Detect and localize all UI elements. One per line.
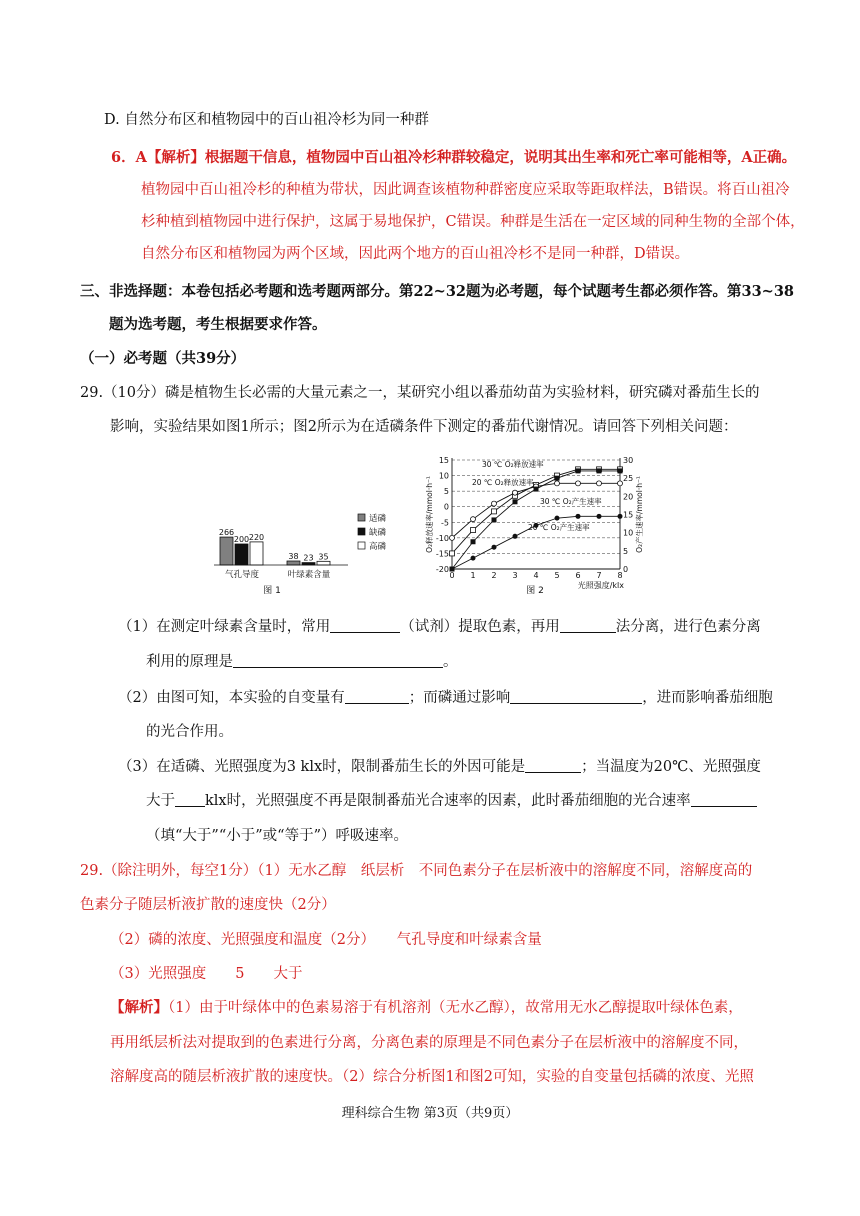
- point-2-7: [597, 468, 602, 473]
- answer-6-lead: 6．A: [111, 149, 147, 166]
- q29-p3-text-d: klx时，光照强度不再是限制番茄光合速率的因素，此时番茄细胞的光合速率: [205, 793, 691, 809]
- answer-29-explain-3: 溶解度高的随层析液扩散的速度快。（2）综合分析图1和图2可知，实验的自变量包括磷的浓度、光照: [110, 1069, 754, 1085]
- point-3-7: [597, 514, 602, 519]
- section-3-line-2: 题为选考题，考生根据要求作答。: [109, 316, 327, 333]
- bar-气孔导度-高磷: [250, 542, 263, 565]
- q29-p1-text-d: 利用的原理是: [146, 654, 233, 670]
- left-tick-5: 5: [443, 487, 449, 497]
- point-1-7: [597, 481, 602, 486]
- series-label-0: 30 ℃ O₂释放速率: [482, 460, 544, 469]
- q29-p2-text-c: ，进而影响番茄细胞: [642, 690, 773, 706]
- left-tick--10: -10: [435, 533, 449, 543]
- answer-6-line-3: 杉种植到植物园中进行保护，这属于易地保护，C错误。种群是生活在一定区域的同种生物的全部个体，: [141, 214, 805, 230]
- q29-part-3-line-3: （填“大于”“小于”或“等于”）呼吸速率。: [146, 828, 408, 844]
- answer-6-line-2: 植物园中百山祖冷杉的种植为带状，因此调查该植物种群密度应采取等距取样法，B错误。将百山祖冷: [141, 182, 790, 198]
- point-1-6: [576, 481, 581, 486]
- y-axis-left-label: O₂释放速率/mmol·h⁻¹: [425, 476, 434, 553]
- series-label-3: 20 ℃ O₂产生速率: [528, 523, 590, 532]
- blank-compare[interactable]: [691, 792, 757, 807]
- bar-label-气孔导度-缺磷: 200: [233, 535, 250, 544]
- left-tick-15: 15: [438, 456, 449, 465]
- q29-p3-text-b: ；当温度为20℃、光照强度: [581, 759, 761, 775]
- figure-1-caption: 图 1: [263, 586, 281, 596]
- point-1-0: [450, 535, 455, 540]
- point-1-5: [555, 481, 560, 486]
- q29-part-3-line-1: [118, 757, 761, 777]
- q29-line-1: 29.（10分）磷是植物生长必需的大量元素之一，某研究小组以番茄幼苗为实验材料，研究磷对番茄生长的: [80, 385, 760, 401]
- q29-p2-text-a: （2）由图可知，本实验的自变量有: [118, 690, 345, 706]
- point-0-1: [471, 528, 476, 533]
- q29-p1-text-c: 法分离，进行色素分离: [615, 619, 761, 635]
- answer-29-line-1: 29.（除注明外，每空1分）（1）无水乙醇 纸层析 不同色素分子在层析液中的溶解度不同，溶解度高的: [80, 863, 753, 879]
- point-3-1: [471, 556, 476, 561]
- subsection-title: （一）必考题（共39分）: [80, 350, 246, 367]
- point-3-0: [450, 567, 455, 572]
- figure-1-bar-chart: [214, 513, 387, 596]
- bar-label-气孔导度-适磷: 266: [218, 528, 235, 538]
- q29-part-3-line-2: [146, 791, 757, 811]
- answer-29-line-3: （2）磷的浓度、光照强度和温度（2分） 气孔导度和叶绿素含量: [110, 932, 542, 948]
- bar-气孔导度-适磷: [220, 537, 233, 565]
- blank-method[interactable]: [560, 618, 616, 633]
- left-tick--20: -20: [435, 565, 449, 574]
- series-label-1: 20 ℃ O₂释放速率: [472, 478, 534, 487]
- point-2-4: [534, 487, 539, 492]
- right-tick-25: 25: [623, 474, 634, 484]
- x-tick-6: 6: [575, 571, 581, 580]
- blank-phosphorus-effect[interactable]: [510, 689, 642, 704]
- q29-part-1-line-1: [118, 617, 761, 637]
- right-tick-30: 30: [623, 456, 634, 465]
- point-2-3: [513, 499, 518, 504]
- blank-principle[interactable]: [233, 653, 443, 668]
- point-1-2: [492, 501, 497, 506]
- section-3-line-1: 三、非选择题：本卷包括必考题和选考题两部分。第22~32题为必考题，每个试题考生都必须作答。第33~38: [80, 283, 795, 300]
- figure-2-line-chart: [424, 456, 644, 596]
- answer-29-explain-text: （1）由于叶绿体中的色素易溶于有机溶剂（无水乙醇），故常用无水乙醇提取叶绿体色素，: [168, 1000, 743, 1016]
- left-tick-0: 0: [443, 502, 449, 512]
- series-label-2: 30 ℃ O₂产生速率: [540, 497, 602, 506]
- q29-part-2-line-1: [118, 688, 773, 708]
- left-tick-10: 10: [438, 471, 449, 481]
- x-tick-0: 0: [449, 571, 455, 580]
- point-2-6: [576, 468, 581, 473]
- x-axis-label: 光照强度/klx: [577, 581, 624, 590]
- q29-part-2-line-2: 的光合作用。: [146, 724, 233, 740]
- left-tick--15: -15: [435, 549, 449, 559]
- category-label-叶绿素含量: 叶绿素含量: [287, 570, 331, 580]
- point-2-1: [471, 539, 476, 544]
- category-label-气孔导度: 气孔导度: [224, 570, 260, 580]
- blank-reagent[interactable]: [330, 618, 400, 633]
- x-tick-7: 7: [596, 571, 602, 580]
- q29-p3-text-a: （3）在适磷、光照强度为3 klx时，限制番茄生长的外因可能是: [118, 759, 526, 775]
- bar-叶绿素含量-适磷: [287, 561, 300, 565]
- answer-6-line-4: 自然分布区和植物园为两个区域，因此两个地方的百山祖冷杉不是同一种群，D错误。: [141, 246, 690, 262]
- x-tick-8: 8: [617, 571, 623, 580]
- figure-2-caption: 图 2: [526, 586, 544, 596]
- q29-p1-text-e: 。: [443, 654, 458, 670]
- x-tick-3: 3: [512, 571, 518, 580]
- bar-label-叶绿素含量-高磷: 35: [318, 552, 329, 562]
- right-tick-0: 0: [623, 565, 629, 574]
- x-tick-1: 1: [470, 571, 476, 580]
- right-tick-15: 15: [623, 510, 634, 520]
- point-1-3: [513, 490, 518, 495]
- left-tick--5: -5: [441, 518, 449, 528]
- point-3-5: [555, 516, 560, 521]
- answer-29-explain-2: 再用纸层析法对提取到的色素进行分离，分离色素的原理是不同色素分子在层析液中的溶解度不同，: [110, 1035, 748, 1051]
- point-3-2: [492, 545, 497, 550]
- q29-p1-text-b: （试剂）提取色素，再用: [400, 619, 560, 635]
- answer-6-line-1: [111, 148, 796, 168]
- legend-label-高磷: 高磷: [369, 542, 387, 552]
- bar-label-气孔导度-高磷: 220: [248, 532, 265, 542]
- point-3-3: [513, 534, 518, 539]
- y-axis-right-label: O₂产生速率/mmol·h⁻¹: [635, 476, 644, 553]
- bar-label-叶绿素含量-缺磷: 23: [303, 553, 314, 563]
- legend-swatch-适磷: [358, 514, 365, 521]
- x-tick-4: 4: [533, 571, 539, 580]
- answer-29-line-2: 色素分子随层析液扩散的速度快（2分）: [80, 897, 336, 913]
- legend-swatch-高磷: [358, 542, 365, 549]
- x-tick-5: 5: [554, 571, 560, 580]
- point-3-8: [618, 514, 623, 519]
- figure-area: [210, 452, 670, 606]
- blank-external-factor[interactable]: [525, 758, 581, 773]
- point-2-2: [492, 517, 497, 522]
- q29-line-2: 影响，实验结果如图1所示；图2所示为在适磷条件下测定的番茄代谢情况。请回答下列相关问题：: [110, 419, 738, 435]
- answer-6-tag: 【解析】: [146, 149, 205, 166]
- answer-29-explain-1: [110, 998, 743, 1018]
- right-tick-10: 10: [623, 528, 634, 538]
- page-footer: 理科综合生物 第3页（共9页）: [341, 1106, 519, 1121]
- legend-swatch-缺磷: [358, 528, 365, 535]
- blank-light-intensity[interactable]: [175, 792, 205, 807]
- point-2-8: [618, 468, 623, 473]
- point-0-2: [492, 509, 497, 514]
- point-1-1: [471, 517, 476, 522]
- q29-p1-text-a: （1）在测定叶绿素含量时，常用: [118, 619, 331, 635]
- bar-label-叶绿素含量-适磷: 38: [288, 552, 299, 562]
- answer-6-text: 根据题干信息，植物园中百山祖冷杉种群较稳定，说明其出生率和死亡率可能相等，A正确。: [204, 149, 797, 166]
- blank-variables[interactable]: [345, 689, 409, 704]
- point-3-6: [576, 514, 581, 519]
- bar-叶绿素含量-高磷: [317, 561, 330, 565]
- q29-p3-text-c: 大于: [146, 793, 175, 809]
- right-tick-20: 20: [623, 492, 634, 502]
- q29-part-1-line-2: [146, 652, 458, 672]
- right-tick-5: 5: [623, 546, 629, 556]
- q29-p2-text-b: ；而磷通过影响: [408, 690, 511, 706]
- point-1-8: [618, 481, 623, 486]
- answer-29-line-4: （3）光照强度 5 大于: [110, 966, 303, 982]
- point-0-0: [450, 551, 455, 556]
- answer-29-tag: 【解析】: [110, 999, 168, 1016]
- bar-气孔导度-缺磷: [235, 544, 248, 565]
- x-tick-2: 2: [491, 571, 497, 580]
- point-2-5: [555, 476, 560, 481]
- legend-label-适磷: 适磷: [369, 514, 387, 524]
- figures-svg: [210, 452, 670, 602]
- legend-label-缺磷: 缺磷: [369, 528, 387, 538]
- option-d: D. 自然分布区和植物园中的百山祖冷杉为同一种群: [104, 112, 429, 128]
